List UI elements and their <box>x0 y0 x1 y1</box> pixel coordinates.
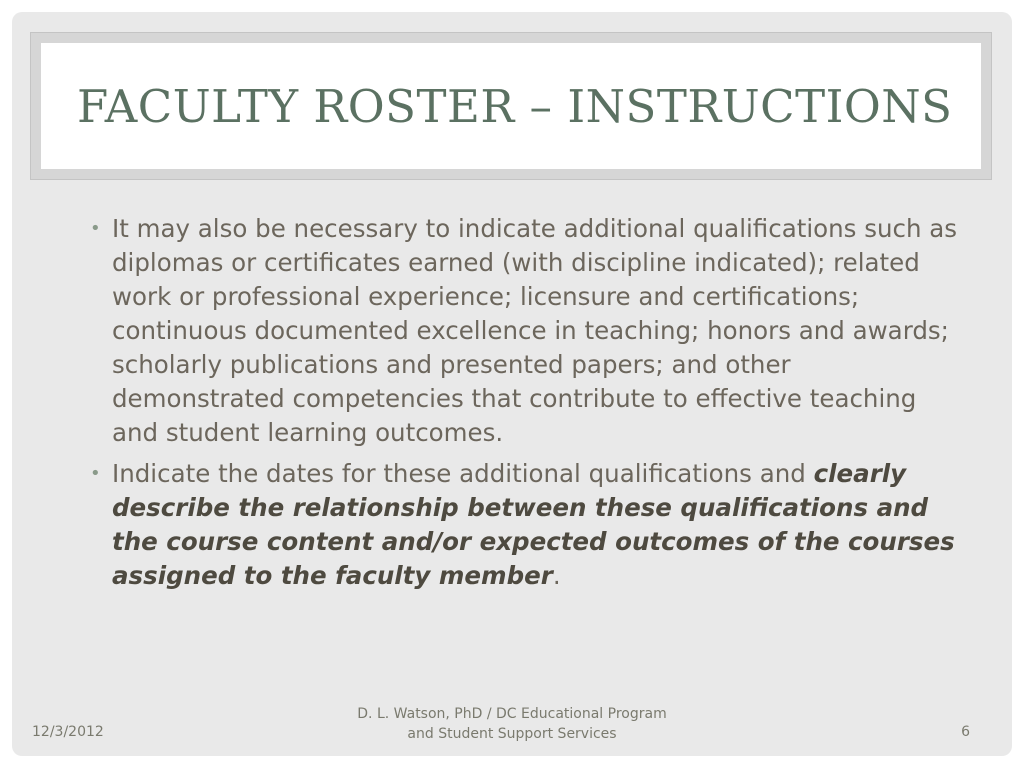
bullet-text: It may also be necessary to indicate additional qualifications such as diplomas or certificates earned (with discipline indicated); related work or professional experience; licensure and certifications; continuous documented excellence in teaching; honors and awards; scholarly publications and presented papers; and other demonstrated competencies that contribute to effective teaching and student learning outcomes. <box>112 214 958 447</box>
slide-panel <box>12 12 1012 756</box>
title-frame <box>30 32 992 180</box>
bullet-item-qualifications <box>82 212 962 450</box>
bullet-list <box>82 212 962 600</box>
page-number: 6 <box>961 724 970 740</box>
bullet-emphasis-text: clearly describe the relationship between these qualifications and the course content and/or expected outcomes of the courses assigned to the faculty member <box>112 459 955 590</box>
title-box <box>41 43 981 169</box>
bullet-item-dates <box>82 457 962 593</box>
bullet-icon: • <box>90 218 101 239</box>
bullet-text-end: . <box>552 561 561 590</box>
bullet-text: Indicate the dates for these additional qualifications and <box>112 459 814 488</box>
slide-title: FACULTY ROSTER – INSTRUCTIONS <box>77 80 953 133</box>
footer-author: D. L. Watson, PhD / DC Educational Program and Student Support Services <box>357 706 667 742</box>
bullet-icon: • <box>90 463 101 484</box>
footer-date: 12/3/2012 <box>32 724 104 740</box>
